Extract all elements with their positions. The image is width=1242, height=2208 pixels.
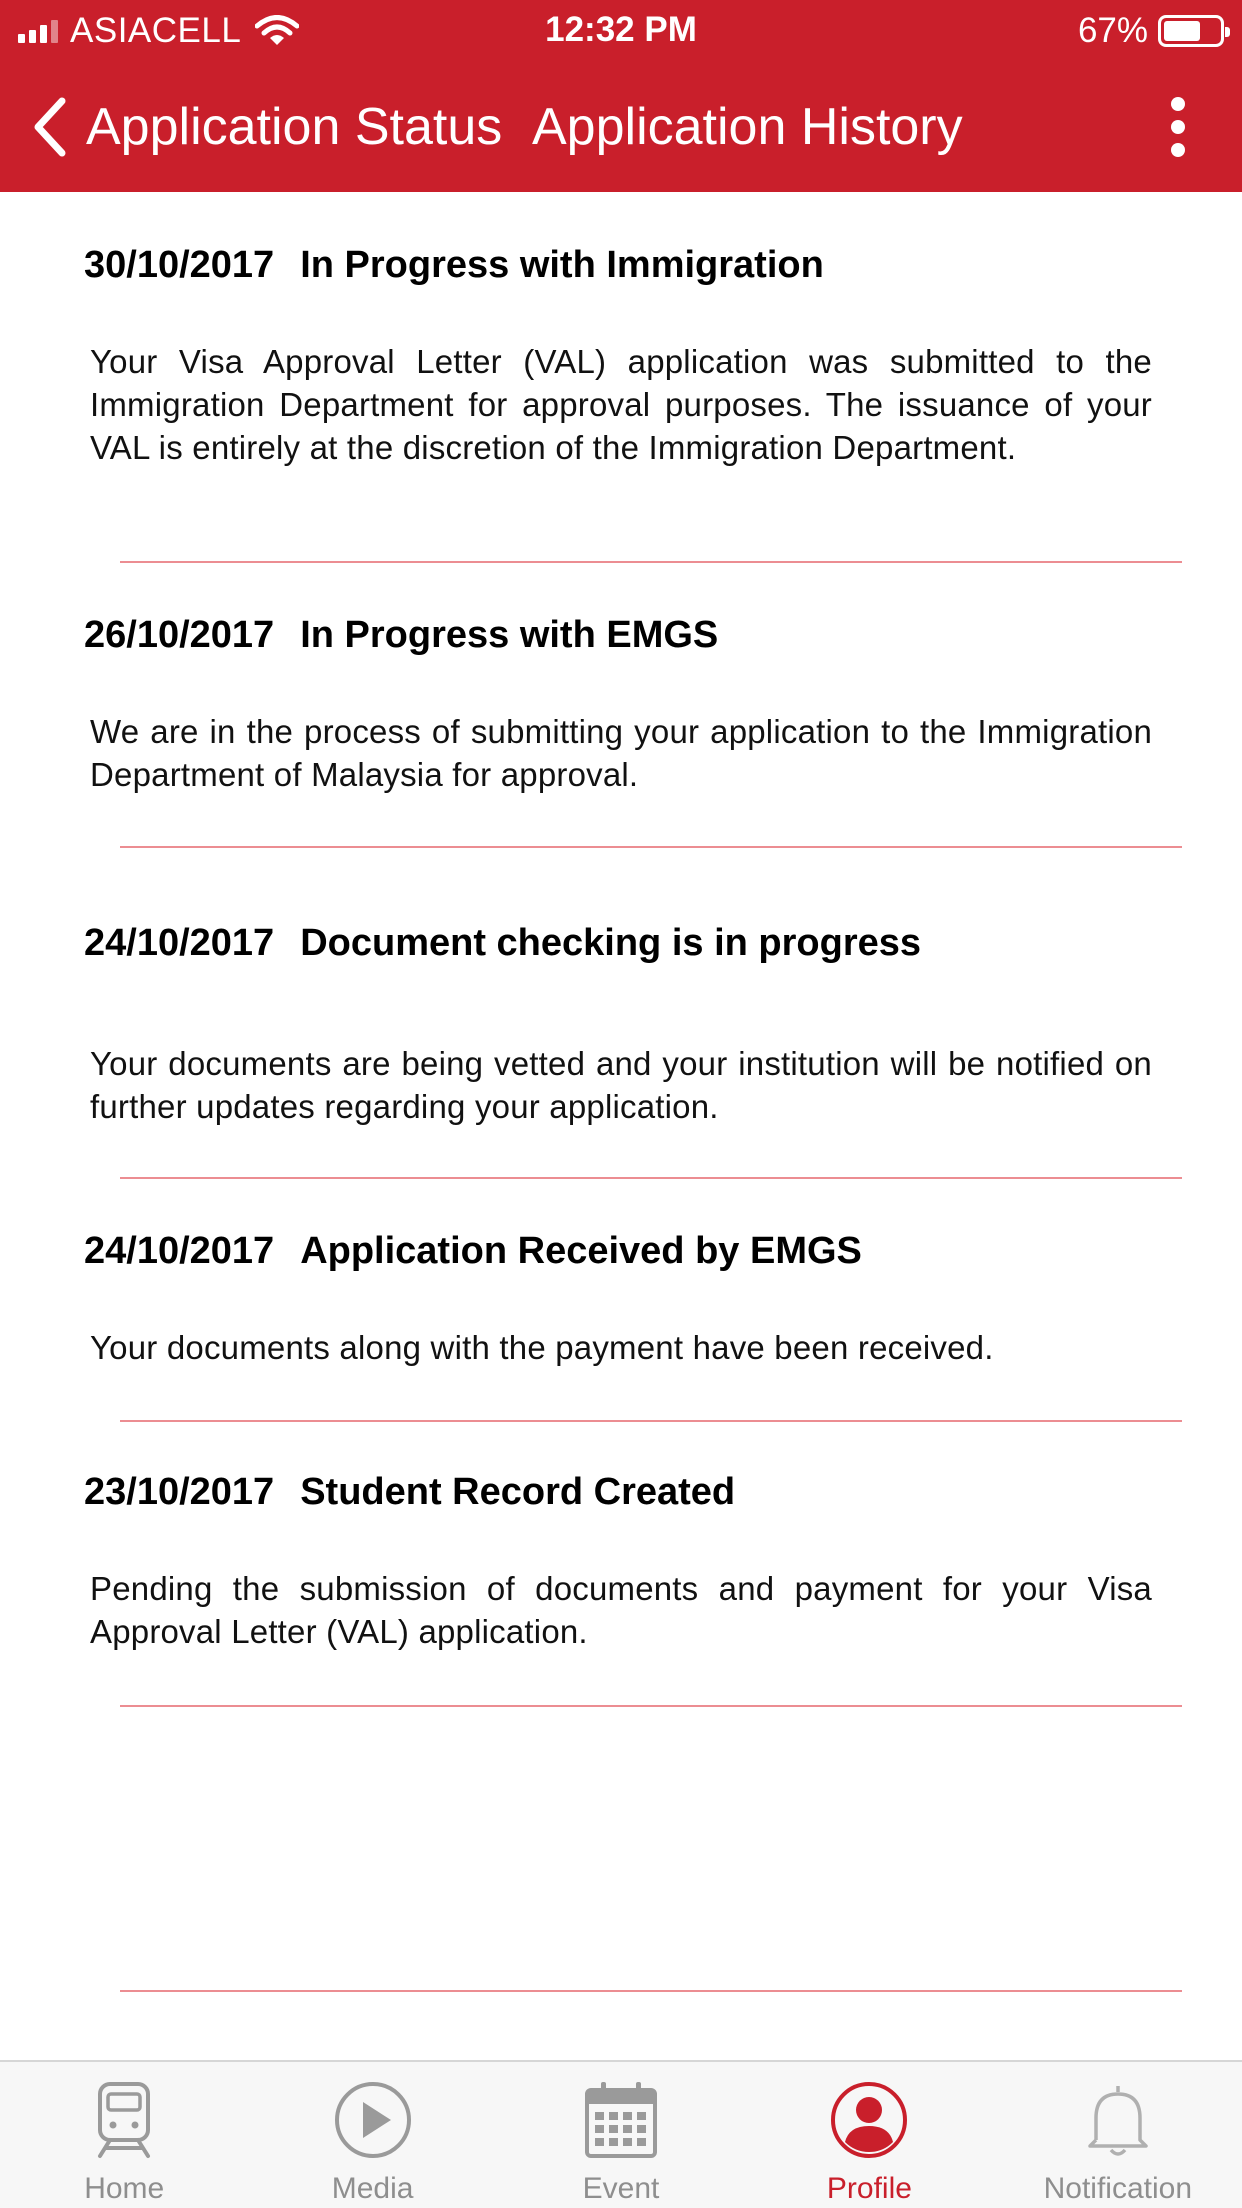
train-icon [84,2080,164,2160]
carrier-name: ASIACELL [70,11,242,50]
bell-icon [1078,2080,1158,2160]
divider [120,561,1182,563]
tab-media[interactable] [248,2062,496,2208]
entry-heading [84,1471,735,1514]
entry-date: 26/10/2017 [84,614,275,656]
tab-label: Notification [1043,2172,1193,2205]
tab-label: Media [331,2172,414,2205]
entry-status: Document checking is in progress [300,922,922,964]
more-vertical-icon[interactable] [1158,92,1198,162]
tab-notification[interactable] [994,2062,1242,2208]
divider [120,1990,1182,1992]
entry-date: 30/10/2017 [84,244,275,286]
battery-icon [1158,15,1224,47]
entry-heading [84,614,718,657]
entry-description: Your Visa Approval Letter (VAL) application was submitted to the Immigration Department for approval purposes. The issuance of your VAL is entirely at the discretion of the Immigration Department. [90,343,1152,466]
back-button[interactable] [30,92,502,162]
entry-heading [84,922,921,965]
divider [120,1177,1182,1179]
divider [120,846,1182,848]
entry-date: 23/10/2017 [84,1471,275,1513]
battery-percent: 67% [1077,11,1148,50]
entry-status: In Progress with EMGS [300,614,719,656]
tab-label: Profile [826,2172,912,2205]
entry-description: Your documents are being vetted and your institution will be notified on further updates regarding your application. [90,1045,1152,1125]
tab-event[interactable] [497,2062,745,2208]
history-list [0,192,1242,2060]
back-label: Application Status [86,98,503,156]
divider [120,1420,1182,1422]
tab-bar [0,2060,1242,2208]
entry-status: Student Record Created [300,1471,736,1513]
divider [120,1705,1182,1707]
page-title: Application History [532,98,963,156]
calendar-icon [581,2080,661,2160]
entry-status: In Progress with Immigration [300,244,824,286]
entry-heading [84,244,824,287]
tab-label: Home [84,2172,165,2205]
tab-profile[interactable] [745,2062,993,2208]
entry-date: 24/10/2017 [84,1230,275,1272]
entry-status: Application Received by EMGS [300,1230,862,1272]
entry-description: Your documents along with the payment have been received. [90,1329,994,1366]
entry-heading [84,1230,862,1273]
tab-label: Event [582,2172,660,2205]
status-right [1078,10,1224,52]
nav-bar [0,62,1242,192]
profile-icon [829,2080,909,2160]
battery-fill [1164,21,1200,41]
entry-description: Pending the submission of documents and payment for your Visa Approval Letter (VAL) application. [90,1570,1152,1650]
play-icon [333,2080,413,2160]
status-bar [0,0,1242,62]
status-time: 12:32 PM [545,10,697,49]
entry-date: 24/10/2017 [84,922,275,964]
app-header [0,0,1242,192]
entry-description: We are in the process of submitting your application to the Immigration Department of Malaysia for approval. [90,713,1152,793]
chevron-left-icon [30,95,70,159]
tab-home[interactable] [0,2062,248,2208]
